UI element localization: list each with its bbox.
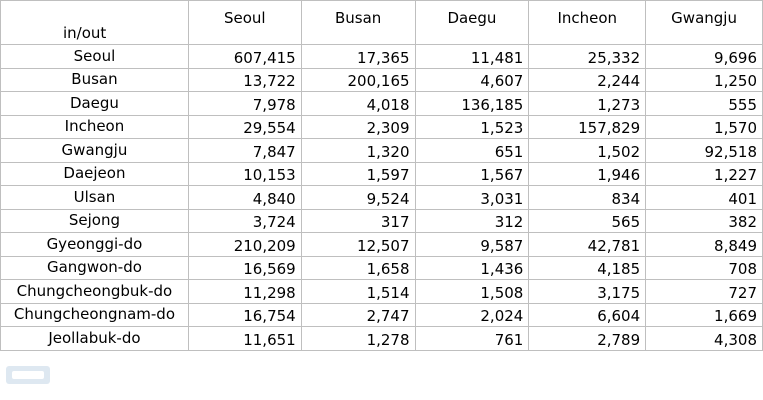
table-row (1, 92, 763, 116)
column-header-gwangju[interactable]: Gwangju (646, 1, 763, 45)
row-header-cell[interactable]: Busan (1, 68, 189, 92)
table-cell[interactable]: 3,175 (529, 280, 646, 304)
column-header-daegu[interactable]: Daegu (415, 1, 529, 45)
table-cell[interactable]: 2,244 (529, 68, 646, 92)
table-cell[interactable]: 2,747 (301, 303, 415, 327)
table-row (1, 139, 763, 163)
table-row (1, 68, 763, 92)
table-cell[interactable]: 1,320 (301, 139, 415, 163)
table-cell[interactable]: 1,658 (301, 256, 415, 280)
table-cell[interactable]: 727 (646, 280, 763, 304)
table-row (1, 327, 763, 351)
row-header-cell[interactable]: Daejeon (1, 162, 189, 186)
table-cell[interactable]: 8,849 (646, 233, 763, 257)
table-cell[interactable]: 1,273 (529, 92, 646, 116)
row-header-cell[interactable]: Seoul (1, 45, 189, 69)
column-header-seoul[interactable]: Seoul (188, 1, 301, 45)
row-header-cell[interactable]: Gangwon-do (1, 256, 189, 280)
table-cell[interactable]: 317 (301, 209, 415, 233)
table-cell[interactable]: 1,523 (415, 115, 529, 139)
table-cell[interactable]: 4,308 (646, 327, 763, 351)
table-cell[interactable]: 25,332 (529, 45, 646, 69)
table-cell[interactable]: 1,502 (529, 139, 646, 163)
table-cell[interactable]: 4,185 (529, 256, 646, 280)
table-cell[interactable]: 9,587 (415, 233, 529, 257)
table-cell[interactable]: 9,696 (646, 45, 763, 69)
row-header-cell[interactable]: Sejong (1, 209, 189, 233)
table-cell[interactable]: 1,278 (301, 327, 415, 351)
table-cell[interactable]: 1,567 (415, 162, 529, 186)
table-cell[interactable]: 651 (415, 139, 529, 163)
table-cell[interactable]: 1,436 (415, 256, 529, 280)
row-header-cell[interactable]: Chungcheongnam-do (1, 303, 189, 327)
table-cell[interactable]: 1,227 (646, 162, 763, 186)
table-cell[interactable]: 210,209 (188, 233, 301, 257)
table-cell[interactable]: 312 (415, 209, 529, 233)
table-cell[interactable]: 1,508 (415, 280, 529, 304)
table-cell[interactable]: 157,829 (529, 115, 646, 139)
row-header-cell[interactable]: Incheon (1, 115, 189, 139)
table-cell[interactable]: 1,597 (301, 162, 415, 186)
row-header-cell[interactable]: Gyeonggi-do (1, 233, 189, 257)
table-cell[interactable]: 16,754 (188, 303, 301, 327)
table-cell[interactable]: 3,724 (188, 209, 301, 233)
table-cell[interactable]: 16,569 (188, 256, 301, 280)
table-cell[interactable]: 761 (415, 327, 529, 351)
table-cell[interactable]: 11,481 (415, 45, 529, 69)
table-row (1, 45, 763, 69)
table-cell[interactable]: 4,607 (415, 68, 529, 92)
column-header-incheon[interactable]: Incheon (529, 1, 646, 45)
table-cell[interactable]: 2,024 (415, 303, 529, 327)
table-cell[interactable]: 29,554 (188, 115, 301, 139)
table-cell[interactable]: 3,031 (415, 186, 529, 210)
table-cell[interactable]: 1,250 (646, 68, 763, 92)
table-cell[interactable]: 382 (646, 209, 763, 233)
table-cell[interactable]: 1,570 (646, 115, 763, 139)
table-cell[interactable]: 11,298 (188, 280, 301, 304)
table-cell[interactable]: 13,722 (188, 68, 301, 92)
table-cell[interactable]: 17,365 (301, 45, 415, 69)
table-cell[interactable]: 12,507 (301, 233, 415, 257)
table-cell[interactable]: 1,946 (529, 162, 646, 186)
table-cell[interactable]: 7,978 (188, 92, 301, 116)
row-header-cell[interactable]: Chungcheongbuk-do (1, 280, 189, 304)
table-cell[interactable]: 136,185 (415, 92, 529, 116)
table-cell[interactable]: 1,514 (301, 280, 415, 304)
table-cell[interactable]: 2,309 (301, 115, 415, 139)
table-cell[interactable]: 2,789 (529, 327, 646, 351)
table-row (1, 115, 763, 139)
table-cell[interactable]: 565 (529, 209, 646, 233)
table-cell[interactable]: 10,153 (188, 162, 301, 186)
corner-header-cell[interactable]: in/out (1, 1, 189, 45)
header-row (1, 1, 763, 45)
table-row (1, 280, 763, 304)
column-header-busan[interactable]: Busan (301, 1, 415, 45)
table-cell[interactable]: 11,651 (188, 327, 301, 351)
table-cell[interactable]: 200,165 (301, 68, 415, 92)
table-cell[interactable]: 92,518 (646, 139, 763, 163)
watermark-logo (4, 360, 52, 390)
table-cell[interactable]: 607,415 (188, 45, 301, 69)
table-cell[interactable]: 834 (529, 186, 646, 210)
table-cell[interactable]: 401 (646, 186, 763, 210)
table-cell[interactable]: 4,840 (188, 186, 301, 210)
table-row (1, 162, 763, 186)
table-cell[interactable]: 6,604 (529, 303, 646, 327)
row-header-cell[interactable]: Jeollabuk-do (1, 327, 189, 351)
table-row (1, 209, 763, 233)
table-row (1, 233, 763, 257)
table-row (1, 256, 763, 280)
table-cell[interactable]: 1,669 (646, 303, 763, 327)
table-row (1, 186, 763, 210)
table-row (1, 303, 763, 327)
row-header-cell[interactable]: Ulsan (1, 186, 189, 210)
row-header-cell[interactable]: Daegu (1, 92, 189, 116)
table-cell[interactable]: 708 (646, 256, 763, 280)
table-cell[interactable]: 42,781 (529, 233, 646, 257)
table-cell[interactable]: 9,524 (301, 186, 415, 210)
table-cell[interactable]: 7,847 (188, 139, 301, 163)
table-cell[interactable]: 4,018 (301, 92, 415, 116)
row-header-cell[interactable]: Gwangju (1, 139, 189, 163)
table-cell[interactable]: 555 (646, 92, 763, 116)
